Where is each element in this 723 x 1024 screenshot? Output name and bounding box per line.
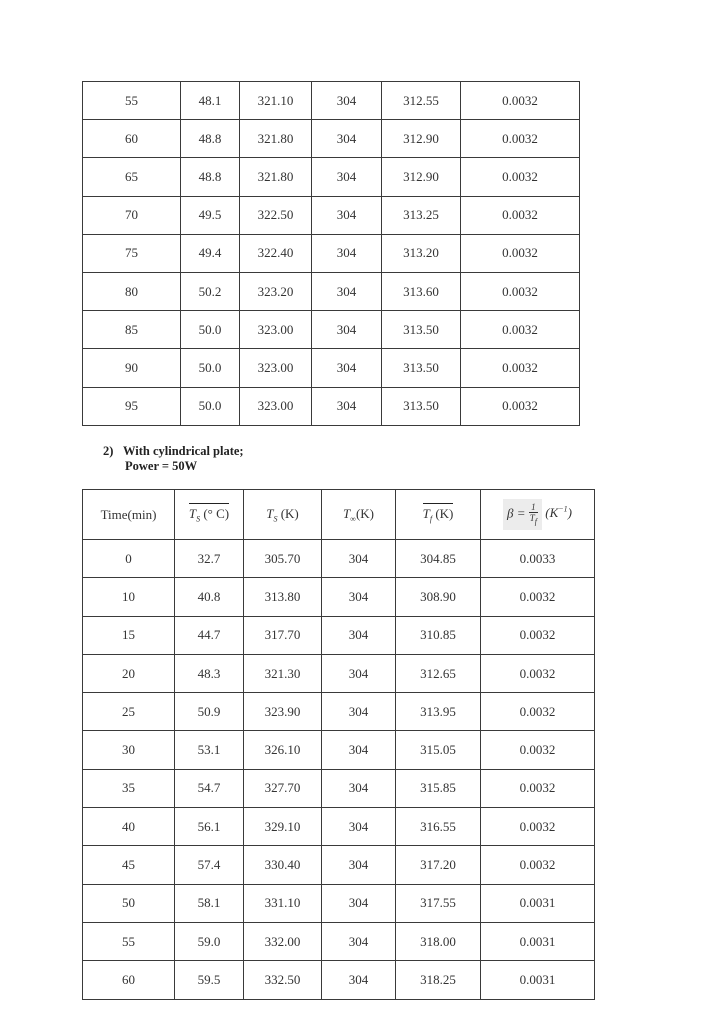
beta-formula: β = $\frac{1}{T_f}$ bbox=[503, 499, 542, 530]
table-cell: 312.65 bbox=[396, 654, 481, 692]
table-cell: 48.8 bbox=[181, 158, 240, 196]
table-cell: 323.00 bbox=[240, 349, 312, 387]
table-row bbox=[83, 769, 595, 807]
table-cell: 35 bbox=[83, 769, 175, 807]
table-cell: 0.0032 bbox=[481, 808, 595, 846]
table-cell: 313.20 bbox=[382, 234, 461, 272]
table-row bbox=[83, 578, 595, 616]
table-cell: 304 bbox=[312, 120, 382, 158]
table-cell: 331.10 bbox=[244, 884, 322, 922]
table-cell: 0.0032 bbox=[461, 196, 580, 234]
table-cell: 315.05 bbox=[396, 731, 481, 769]
table-cell: 304 bbox=[312, 272, 382, 310]
table-cell: 60 bbox=[83, 961, 175, 999]
table-cell: 0.0033 bbox=[481, 540, 595, 578]
table-cell: 322.40 bbox=[240, 234, 312, 272]
table-cell: 49.5 bbox=[181, 196, 240, 234]
table-cell: 50.0 bbox=[181, 349, 240, 387]
table-cell: 75 bbox=[83, 234, 181, 272]
power-label: Power = 50W bbox=[125, 459, 198, 473]
table-cell: 25 bbox=[83, 693, 175, 731]
table-cell: 304 bbox=[312, 82, 382, 120]
table-cell: 0.0032 bbox=[481, 769, 595, 807]
table-cell: 304 bbox=[312, 196, 382, 234]
table-cell: 0.0032 bbox=[461, 387, 580, 425]
table-cell: 20 bbox=[83, 654, 175, 692]
data-table-2 bbox=[82, 489, 595, 1000]
table-cell: 329.10 bbox=[244, 808, 322, 846]
table-cell: 322.50 bbox=[240, 196, 312, 234]
data-table-1 bbox=[82, 81, 580, 426]
table-cell: 59.0 bbox=[175, 922, 244, 960]
table-cell: 323.00 bbox=[240, 387, 312, 425]
table-cell: 323.00 bbox=[240, 311, 312, 349]
table-cell: 304 bbox=[322, 616, 396, 654]
table-cell: 40.8 bbox=[175, 578, 244, 616]
table-cell: 48.3 bbox=[175, 654, 244, 692]
table-cell: 321.80 bbox=[240, 120, 312, 158]
table-cell: 60 bbox=[83, 120, 181, 158]
table-row bbox=[83, 311, 580, 349]
table-cell: 317.70 bbox=[244, 616, 322, 654]
table-cell: 30 bbox=[83, 731, 175, 769]
table-cell: 304 bbox=[322, 540, 396, 578]
table-cell: 313.50 bbox=[382, 387, 461, 425]
table-row bbox=[83, 387, 580, 425]
table-cell: 0.0032 bbox=[461, 234, 580, 272]
table-row bbox=[83, 961, 595, 999]
table-cell: 0.0032 bbox=[461, 82, 580, 120]
table-cell: 326.10 bbox=[244, 731, 322, 769]
section-title: With cylindrical plate; bbox=[123, 444, 244, 458]
table-cell: 56.1 bbox=[175, 808, 244, 846]
table-cell: 0.0032 bbox=[461, 158, 580, 196]
table-cell: 304 bbox=[312, 311, 382, 349]
table-cell: 313.50 bbox=[382, 349, 461, 387]
table-cell: 305.70 bbox=[244, 540, 322, 578]
table-cell: 304 bbox=[322, 578, 396, 616]
header-beta: β = $\frac{1}{T_f}$ $(K^{-1})$ bbox=[481, 490, 595, 540]
table-cell: 0.0032 bbox=[461, 349, 580, 387]
table-cell: 313.80 bbox=[244, 578, 322, 616]
table-cell: 304 bbox=[322, 808, 396, 846]
table-cell: 48.1 bbox=[181, 82, 240, 120]
table-cell: 80 bbox=[83, 272, 181, 310]
table-row bbox=[83, 120, 580, 158]
table-cell: 321.80 bbox=[240, 158, 312, 196]
table-row bbox=[83, 654, 595, 692]
table-row bbox=[83, 196, 580, 234]
table-cell: 55 bbox=[83, 922, 175, 960]
table-cell: 45 bbox=[83, 846, 175, 884]
table-cell: 0.0032 bbox=[481, 731, 595, 769]
table-cell: 65 bbox=[83, 158, 181, 196]
table-cell: 313.50 bbox=[382, 311, 461, 349]
table-cell: 304 bbox=[312, 234, 382, 272]
table-cell: 0.0032 bbox=[461, 272, 580, 310]
table2-header-row bbox=[83, 490, 595, 540]
table-cell: 323.90 bbox=[244, 693, 322, 731]
table-cell: 0.0032 bbox=[461, 311, 580, 349]
table-cell: 50.0 bbox=[181, 311, 240, 349]
table-cell: 15 bbox=[83, 616, 175, 654]
table-cell: 0.0032 bbox=[481, 846, 595, 884]
table-cell: 327.70 bbox=[244, 769, 322, 807]
header-ts-kelvin: $T_S$ (K) bbox=[244, 490, 322, 540]
table-cell: 332.50 bbox=[244, 961, 322, 999]
table-row bbox=[83, 922, 595, 960]
table2-body bbox=[83, 540, 595, 1000]
section-number: 2) bbox=[103, 444, 114, 458]
table-cell: 0.0031 bbox=[481, 922, 595, 960]
table-cell: 59.5 bbox=[175, 961, 244, 999]
header-time: Time(min) bbox=[83, 490, 175, 540]
table-cell: 318.25 bbox=[396, 961, 481, 999]
table-cell: 312.90 bbox=[382, 158, 461, 196]
table-cell: 50.2 bbox=[181, 272, 240, 310]
table-row bbox=[83, 846, 595, 884]
table-cell: 317.20 bbox=[396, 846, 481, 884]
table-cell: 0.0032 bbox=[481, 693, 595, 731]
table-cell: 55 bbox=[83, 82, 181, 120]
table-cell: 318.00 bbox=[396, 922, 481, 960]
table-cell: 315.85 bbox=[396, 769, 481, 807]
table-cell: 0.0032 bbox=[481, 654, 595, 692]
table-row bbox=[83, 731, 595, 769]
table-cell: 321.30 bbox=[244, 654, 322, 692]
table-cell: 32.7 bbox=[175, 540, 244, 578]
header-tinf-kelvin: $T_\infty(K)$ bbox=[322, 490, 396, 540]
table-cell: 304 bbox=[322, 922, 396, 960]
table-cell: 304 bbox=[322, 846, 396, 884]
table-cell: 40 bbox=[83, 808, 175, 846]
table-cell: 0.0032 bbox=[481, 616, 595, 654]
header-tf-kelvin: $T_f$ (K) bbox=[396, 490, 481, 540]
table-cell: 48.8 bbox=[181, 120, 240, 158]
table-cell: 85 bbox=[83, 311, 181, 349]
table-cell: 0.0032 bbox=[481, 578, 595, 616]
table-cell: 70 bbox=[83, 196, 181, 234]
table-cell: 316.55 bbox=[396, 808, 481, 846]
table-row bbox=[83, 158, 580, 196]
header-ts-celsius: $T_S$ (° C) bbox=[175, 490, 244, 540]
table-cell: 304 bbox=[312, 387, 382, 425]
table-cell: 310.85 bbox=[396, 616, 481, 654]
table-cell: 313.95 bbox=[396, 693, 481, 731]
table-cell: 313.25 bbox=[382, 196, 461, 234]
table-cell: 10 bbox=[83, 578, 175, 616]
table-cell: 308.90 bbox=[396, 578, 481, 616]
table-cell: 50 bbox=[83, 884, 175, 922]
table-cell: 304 bbox=[322, 884, 396, 922]
table-row bbox=[83, 693, 595, 731]
table-cell: 323.20 bbox=[240, 272, 312, 310]
table-cell: 321.10 bbox=[240, 82, 312, 120]
table-row bbox=[83, 272, 580, 310]
table-cell: 304 bbox=[322, 693, 396, 731]
table-cell: 44.7 bbox=[175, 616, 244, 654]
table-row bbox=[83, 234, 580, 272]
table-cell: 304 bbox=[322, 961, 396, 999]
table-row bbox=[83, 616, 595, 654]
table-cell: 312.55 bbox=[382, 82, 461, 120]
table-cell: 304 bbox=[312, 158, 382, 196]
table-cell: 0.0032 bbox=[461, 120, 580, 158]
table-cell: 90 bbox=[83, 349, 181, 387]
table-cell: 53.1 bbox=[175, 731, 244, 769]
table-cell: 58.1 bbox=[175, 884, 244, 922]
table-cell: 330.40 bbox=[244, 846, 322, 884]
table-cell: 0 bbox=[83, 540, 175, 578]
table-cell: 304.85 bbox=[396, 540, 481, 578]
table-cell: 304 bbox=[322, 654, 396, 692]
table-cell: 312.90 bbox=[382, 120, 461, 158]
table-row bbox=[83, 82, 580, 120]
table-cell: 304 bbox=[322, 769, 396, 807]
table-cell: 332.00 bbox=[244, 922, 322, 960]
table-cell: 50.9 bbox=[175, 693, 244, 731]
table-cell: 95 bbox=[83, 387, 181, 425]
table-cell: 49.4 bbox=[181, 234, 240, 272]
table-cell: 0.0031 bbox=[481, 961, 595, 999]
table-cell: 57.4 bbox=[175, 846, 244, 884]
table-cell: 304 bbox=[322, 731, 396, 769]
table-cell: 313.60 bbox=[382, 272, 461, 310]
table1-body bbox=[83, 82, 580, 426]
section-heading bbox=[103, 444, 244, 474]
table-cell: 317.55 bbox=[396, 884, 481, 922]
table-row bbox=[83, 884, 595, 922]
table-cell: 54.7 bbox=[175, 769, 244, 807]
table-cell: 50.0 bbox=[181, 387, 240, 425]
table-cell: 304 bbox=[312, 349, 382, 387]
table-cell: 0.0031 bbox=[481, 884, 595, 922]
table-row bbox=[83, 540, 595, 578]
table-row bbox=[83, 349, 580, 387]
table-row bbox=[83, 808, 595, 846]
